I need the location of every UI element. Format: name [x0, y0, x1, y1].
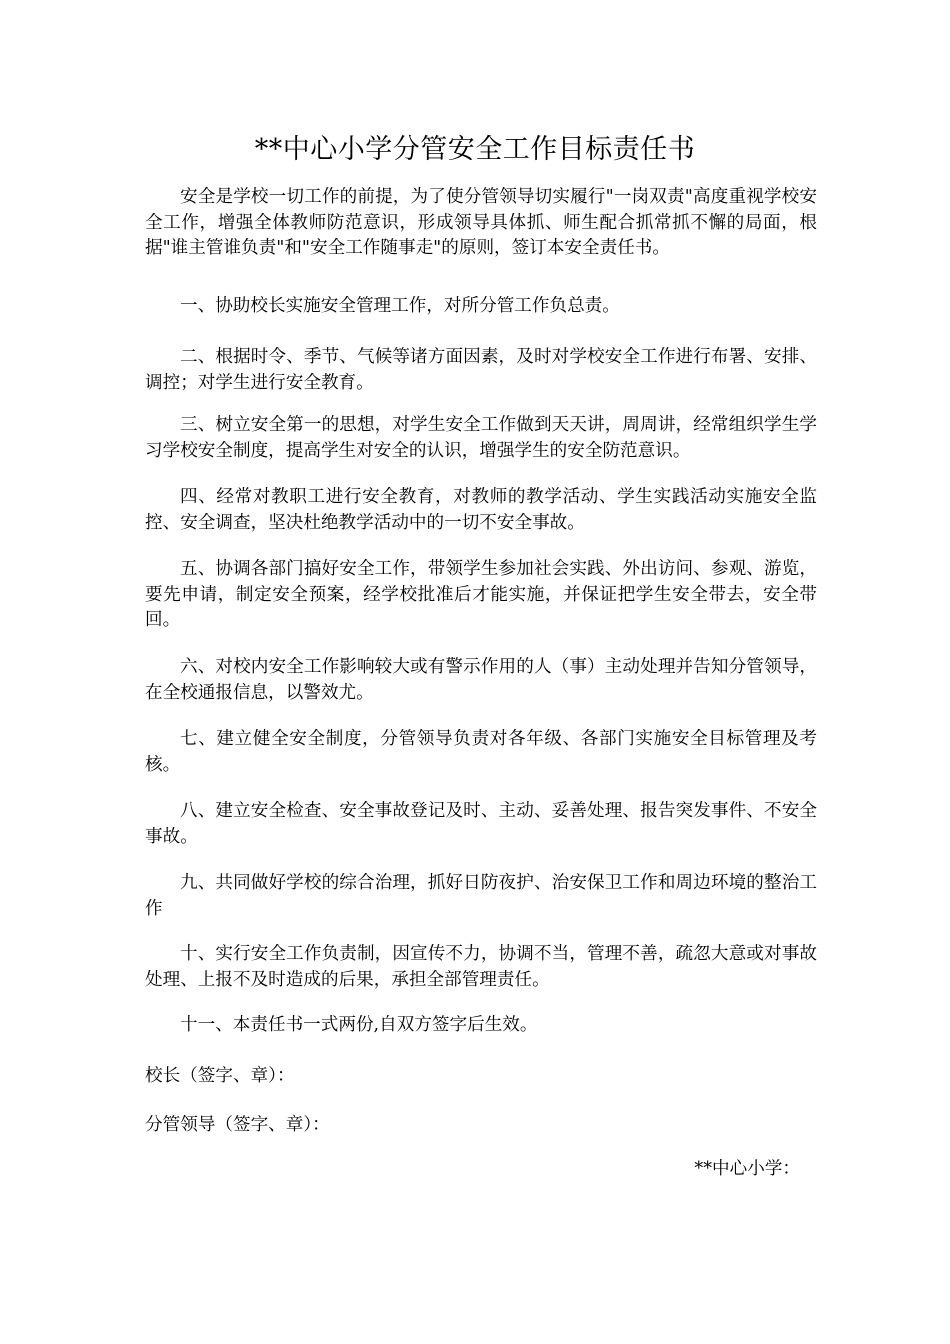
clause-3: 三、树立安全第一的思想，对学生安全工作做到天天讲，周周讲，经常组织学生学习学校安全制度，提高学生对安全的认识，增强学生的安全防范意识。	[145, 415, 817, 461]
intro-paragraph: 安全是学校一切工作的前提，为了使分管领导切实履行"一岗双责"高度重视学校安全工作，增强全体教师防范意识，形成领导具体抓、师生配合抓常抓不懈的局面，根据"谁主管谁负责"和"安全工作随事走"的原则，签订本安全责任书。	[145, 187, 817, 258]
document-title: **中心小学分管安全工作目标责任书	[254, 134, 696, 165]
clause-5: 五、协调各部门搞好安全工作，带领学生参加社会实践、外出访问、参观、游览，要先申请，制定安全预案，经学校批准后才能实施，并保证把学生安全带去，安全带回。	[145, 559, 817, 630]
clause-4: 四、经常对教职工进行安全教育，对教师的教学活动、学生实践活动实施安全监控、安全调查，坚决杜绝教学活动中的一切不安全事故。	[145, 487, 817, 533]
clause-11: 十一、本责任书一式两份,自双方签字后生效。	[180, 1015, 538, 1035]
clause-1: 一、协助校长实施安全管理工作，对所分管工作负总责。	[180, 296, 620, 316]
clause-6: 六、对校内安全工作影响较大或有警示作用的人（事）主动处理并告知分管领导，在全校通报信息，以警效尤。	[145, 657, 817, 703]
principal-signature-line: 校长（签字、章）：	[145, 1066, 295, 1086]
school-signature-line: **中心小学：	[694, 1159, 800, 1179]
clause-8: 八、建立安全检查、安全事故登记及时、主动、妥善处理、报告突发事件、不安全事故。	[145, 801, 817, 847]
clause-2: 二、根据时令、季节、气候等诸方面因素，及时对学校安全工作进行布署、安排、调控；对学生进行安全教育。	[145, 347, 817, 393]
clause-7: 七、建立健全安全制度，分管领导负责对各年级、各部门实施安全目标管理及考核。	[145, 729, 817, 775]
clause-10: 十、实行安全工作负责制，因宣传不力，协调不当，管理不善，疏忽大意或对事故处理、上报不及时造成的后果，承担全部管理责任。	[145, 944, 817, 990]
leader-signature-line: 分管领导（签字、章）：	[145, 1115, 330, 1135]
clause-9: 九、共同做好学校的综合治理，抓好日防夜护、治安保卫工作和周边环境的整治工作	[145, 873, 817, 919]
